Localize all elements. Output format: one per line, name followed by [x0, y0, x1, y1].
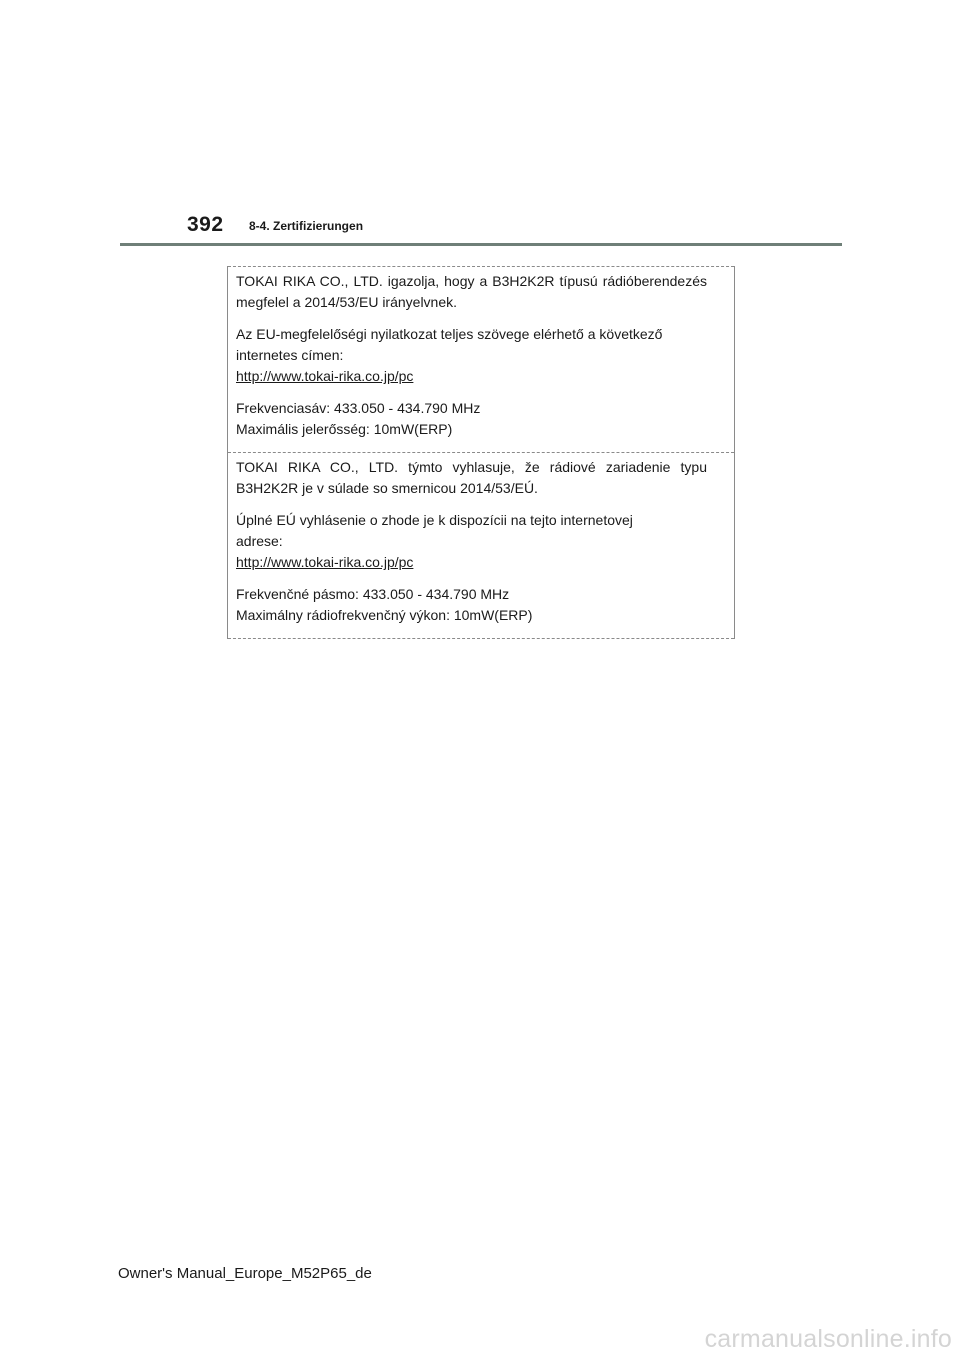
cert-specs: [236, 584, 707, 626]
manual-identifier: Owner's Manual_Europe_M52P65_de: [118, 1265, 372, 1282]
max-power: Maximális jelerősség: 10mW(ERP): [236, 421, 453, 437]
cert-availability-line: adrese:: [236, 533, 283, 549]
cert-block-hungarian: [228, 266, 734, 452]
section-title: 8-4. Zertifizierungen: [249, 219, 364, 233]
cert-specs: [236, 398, 707, 440]
cert-availability-line: Úplné EÚ vyhlásenie o zhode je k dispozícii na tejto internetovej: [236, 512, 633, 528]
cert-block-slovak: [228, 452, 734, 639]
page-number: 392: [187, 213, 224, 236]
header-divider: [120, 243, 842, 246]
site-watermark: carmanualsonline.info: [704, 1325, 952, 1353]
declaration-url-link[interactable]: http://www.tokai-rika.co.jp/pc: [236, 368, 414, 384]
max-power: Maximálny rádiofrekvenčný výkon: 10mW(ERP): [236, 607, 533, 623]
cert-statement: TOKAI RIKA CO., LTD. týmto vyhlasuje, že rádiové zariadenie typu B3H2K2R je v súlade so smernicou 2014/53/EÚ.: [236, 459, 707, 496]
declaration-url-link[interactable]: http://www.tokai-rika.co.jp/pc: [236, 554, 414, 570]
frequency-band: Frekvenčné pásmo: 433.050 - 434.790 MHz: [236, 586, 510, 602]
frequency-band: Frekvenciasáv: 433.050 - 434.790 MHz: [236, 400, 481, 416]
cert-statement: TOKAI RIKA CO., LTD. igazolja, hogy a B3H2K2R típusú rádióberendezés megfelel a 2014/53/EU irányelvnek.: [236, 273, 707, 310]
cert-availability: [236, 324, 707, 387]
cert-availability: [236, 510, 707, 573]
certification-box: [227, 266, 735, 639]
cert-availability-line: internetes címen:: [236, 347, 344, 363]
cert-availability-line: Az EU-megfelelőségi nyilatkozat teljes szövege elérhető a következő: [236, 326, 663, 342]
